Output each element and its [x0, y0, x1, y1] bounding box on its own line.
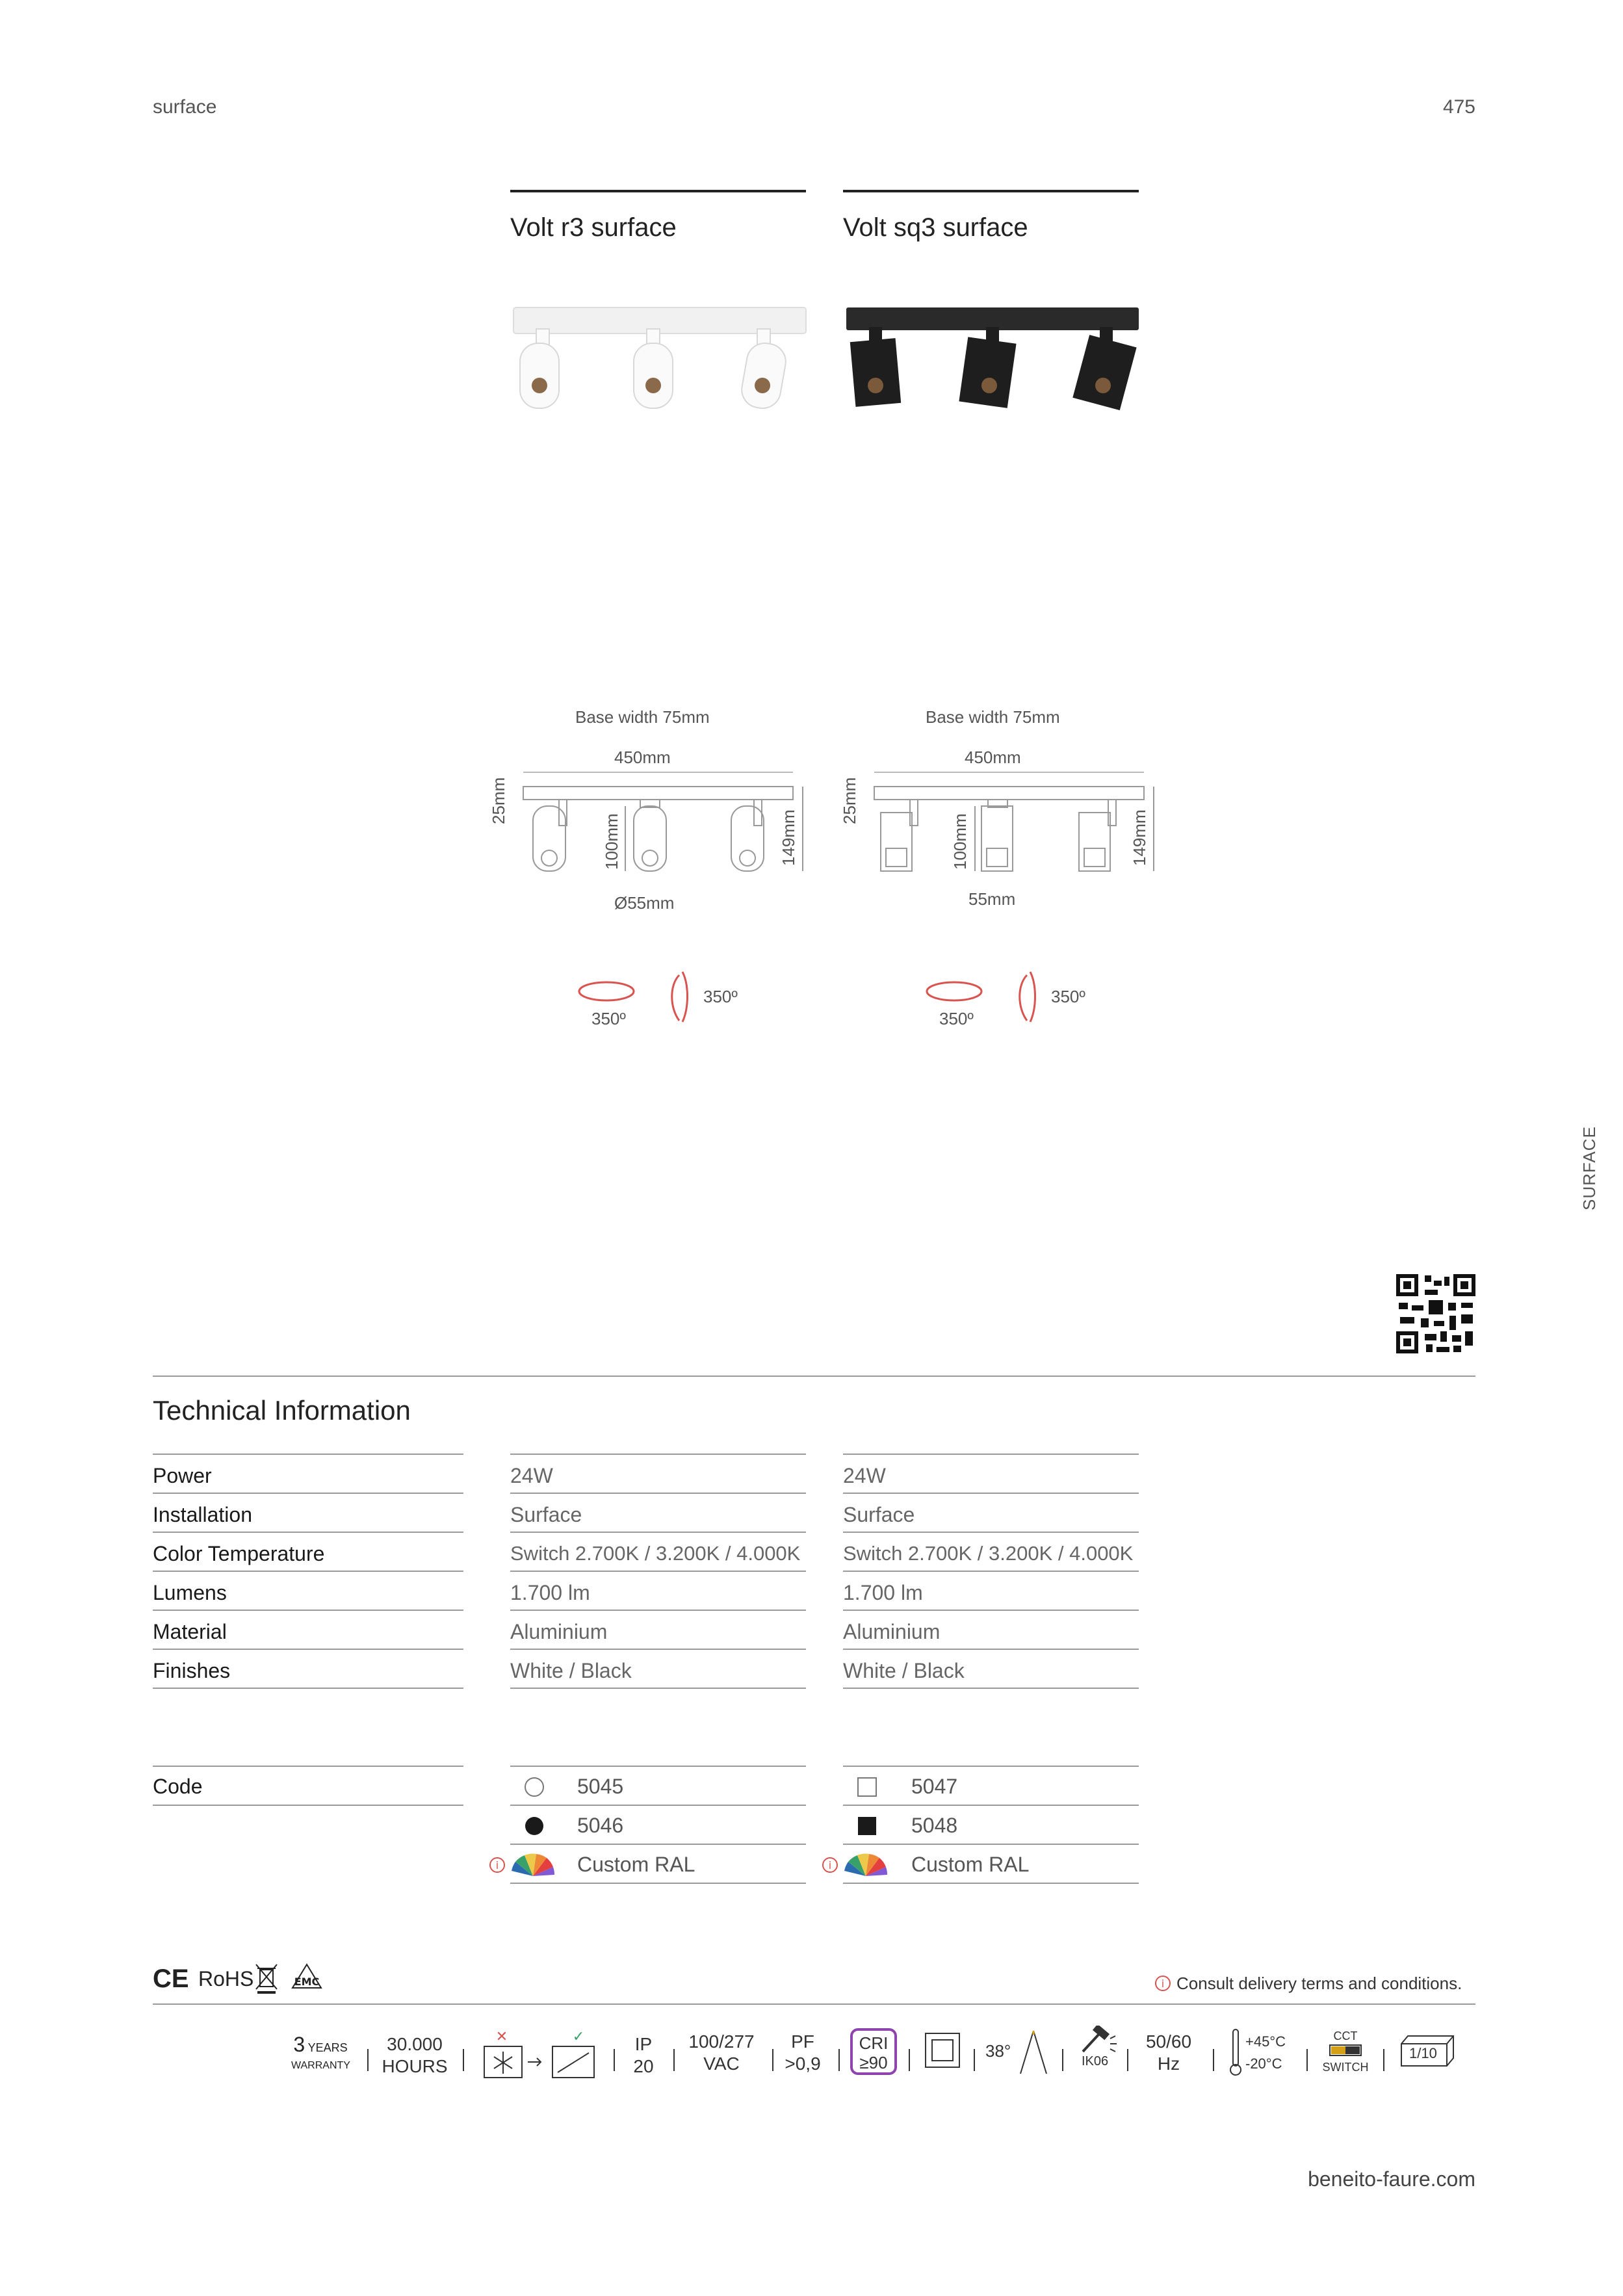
pf-label: PF: [791, 2031, 814, 2052]
thermometer-icon: [1228, 2028, 1243, 2078]
code-rule: [843, 1766, 1139, 1767]
code-5047[interactable]: 5047: [911, 1775, 958, 1798]
switch-toggle-icon: [1326, 2043, 1365, 2057]
title-rule-2: [843, 190, 1139, 192]
ip-value: 20: [633, 2056, 654, 2076]
code-rule: [153, 1805, 463, 1806]
tech-label-finishes: Finishes: [153, 1659, 231, 1682]
ik-rating: IK06: [1082, 2054, 1109, 2068]
height-base-1: 25mm: [489, 777, 508, 824]
tech-rule-col2: [843, 1454, 1139, 1455]
row-rule: [843, 1688, 1139, 1689]
temperature-block: [1245, 2031, 1286, 2075]
weee-bin-icon: [253, 1961, 279, 1994]
row-rule: [510, 1493, 806, 1494]
white-circle-swatch-icon: [523, 1776, 545, 1798]
tech-value-lumens-2: 1.700 lm: [843, 1581, 923, 1604]
rohs-mark: RoHS: [198, 1967, 254, 1990]
spec-divider: [1383, 2049, 1384, 2071]
product-image-sq3: [843, 304, 1142, 415]
rotation-h-2: 350º: [939, 1009, 974, 1028]
spec-divider: [614, 2049, 615, 2071]
temp-max: +45°C: [1245, 2033, 1286, 2050]
dimension-drawing-r3: [513, 767, 812, 884]
height-base-2: 25mm: [840, 777, 859, 824]
tech-value-power-1: 24W: [510, 1464, 553, 1487]
code-rule: [153, 1766, 463, 1767]
dimension-drawing-sq3: [864, 767, 1163, 884]
voltage-value: 100/277: [688, 2031, 755, 2052]
code-rule: [510, 1844, 806, 1845]
black-circle-swatch-icon: [523, 1815, 545, 1837]
tech-label-lumens: Lumens: [153, 1581, 227, 1604]
row-rule: [153, 1493, 463, 1494]
row-rule: [843, 1649, 1139, 1650]
base-width-1: Base width 75mm: [575, 707, 710, 727]
impact-hammer-icon: [1079, 2026, 1118, 2054]
spec-top-rule: [153, 2003, 1475, 2005]
code-rule: [510, 1883, 806, 1884]
section-label: surface: [153, 96, 217, 118]
height-total-2: 149mm: [1130, 809, 1149, 866]
tech-value-color-temperature-1: Switch 2.700K / 3.200K / 4.000K: [510, 1542, 801, 1565]
spec-divider: [673, 2049, 675, 2071]
hours-block: [376, 2033, 454, 2078]
code-rule: [843, 1805, 1139, 1806]
code-label: Code: [153, 1775, 203, 1798]
switch-label: SWITCH: [1322, 2061, 1369, 2074]
spec-divider: [463, 2049, 464, 2071]
tech-value-material-1: Aluminium: [510, 1620, 608, 1643]
ce-mark: CE: [153, 1964, 189, 1993]
package-quantity: 1/10: [1409, 2045, 1437, 2061]
code-rule: [843, 1844, 1139, 1845]
tech-top-rule: [153, 1376, 1475, 1377]
beam-angle: 38°: [985, 2041, 1011, 2061]
frequency-block: [1136, 2031, 1201, 2075]
side-tab: SURFACE: [1579, 1126, 1599, 1210]
ip-label: IP: [634, 2034, 653, 2054]
frequency-value: 50/60: [1145, 2031, 1192, 2052]
row-rule: [153, 1649, 463, 1650]
rotation-h-1: 350º: [591, 1009, 626, 1028]
emc-mark-icon: [289, 1962, 325, 1993]
code-5045[interactable]: 5045: [577, 1775, 624, 1798]
hours-number: 30.000: [387, 2034, 443, 2054]
cri-value: ≥90: [859, 2053, 888, 2072]
qr-code[interactable]: [1396, 1274, 1475, 1353]
code-rule: [510, 1766, 806, 1767]
spec-divider: [909, 2049, 910, 2071]
info-icon[interactable]: [822, 1857, 838, 1873]
product-title-1: Volt r3 surface: [510, 213, 677, 242]
spec-divider: [1213, 2049, 1214, 2071]
custom-ral-2[interactable]: Custom RAL: [911, 1853, 1030, 1876]
tech-value-lumens-1: 1.700 lm: [510, 1581, 590, 1604]
row-rule: [510, 1688, 806, 1689]
spec-divider: [838, 2049, 840, 2071]
head-size-2: 55mm: [968, 889, 1016, 909]
tech-label-installation: Installation: [153, 1503, 252, 1526]
cct-switch-block: [1319, 2029, 1371, 2074]
row-rule: [843, 1532, 1139, 1533]
tech-value-color-temperature-2: Switch 2.700K / 3.200K / 4.000K: [843, 1542, 1134, 1565]
cct-label: CCT: [1333, 2029, 1358, 2042]
frequency-unit: Hz: [1157, 2054, 1180, 2074]
tech-rule-col1: [510, 1454, 806, 1455]
row-rule: [153, 1571, 463, 1572]
website-link[interactable]: beneito-faure.com: [1308, 2167, 1475, 2191]
warranty-word: WARRANTY: [291, 2060, 350, 2071]
temp-min: -20°C: [1245, 2055, 1282, 2072]
rotation-v-2: 350º: [1051, 987, 1085, 1006]
hours-word: HOURS: [382, 2056, 448, 2076]
consult-note: Consult delivery terms and conditions.: [1176, 1974, 1462, 1993]
tech-value-finishes-2: White / Black: [843, 1659, 965, 1682]
info-icon[interactable]: [1154, 1975, 1171, 1992]
length-2: 450mm: [965, 748, 1021, 767]
product-title-2: Volt sq3 surface: [843, 213, 1028, 242]
row-rule: [153, 1610, 463, 1611]
row-rule: [153, 1688, 463, 1689]
row-rule: [843, 1571, 1139, 1572]
row-rule: [153, 1532, 463, 1533]
tech-title: Technical Information: [153, 1395, 411, 1426]
tech-value-installation-1: Surface: [510, 1503, 582, 1526]
head-size-1: Ø55mm: [614, 893, 675, 913]
spec-divider: [974, 2049, 975, 2071]
svg-text:✓: ✓: [572, 2031, 585, 2045]
tech-value-installation-2: Surface: [843, 1503, 915, 1526]
black-square-swatch-icon: [856, 1815, 878, 1837]
voltage-block: [682, 2031, 760, 2075]
spec-divider: [1306, 2049, 1308, 2071]
class-ii-insulation-icon: [923, 2031, 962, 2070]
ip-block: [624, 2033, 663, 2078]
ral-fan-icon: [510, 1851, 556, 1877]
height-head-1: 100mm: [602, 813, 621, 870]
row-rule: [510, 1571, 806, 1572]
spec-divider: [1127, 2049, 1128, 2071]
tech-rule-label: [153, 1454, 463, 1455]
page-number: 475: [1442, 96, 1475, 118]
custom-ral-1[interactable]: Custom RAL: [577, 1853, 695, 1876]
code-5046[interactable]: 5046: [577, 1814, 624, 1837]
row-rule: [510, 1649, 806, 1650]
pf-value: >0,9: [785, 2054, 821, 2074]
tech-label-power: Power: [153, 1464, 212, 1487]
cri-label: CRI: [859, 2033, 889, 2053]
product-image-r3: [510, 304, 809, 415]
spec-divider: [772, 2049, 773, 2071]
spec-divider: [367, 2049, 369, 2071]
tech-value-power-2: 24W: [843, 1464, 886, 1487]
length-1: 450mm: [614, 748, 671, 767]
svg-text:EMC: EMC: [294, 1976, 320, 1988]
cri-badge: [850, 2028, 897, 2075]
row-rule: [510, 1610, 806, 1611]
tech-label-material: Material: [153, 1620, 227, 1643]
code-rule: [843, 1883, 1139, 1884]
no-direct-insulation-icon: [481, 2031, 598, 2083]
warranty-years: YEARS: [307, 2041, 348, 2054]
warranty-number: 3: [293, 2033, 305, 2056]
svg-text:✕: ✕: [495, 2031, 508, 2045]
beam-angle-icon: [1018, 2028, 1049, 2076]
row-rule: [843, 1493, 1139, 1494]
ral-fan-icon: [843, 1851, 889, 1877]
tech-value-material-2: Aluminium: [843, 1620, 941, 1643]
height-head-2: 100mm: [950, 813, 970, 870]
pf-block: [780, 2031, 825, 2075]
title-rule-1: [510, 190, 806, 192]
voltage-unit: VAC: [703, 2054, 740, 2074]
svg-text:i: i: [828, 1859, 832, 1872]
row-rule: [843, 1610, 1139, 1611]
height-total-1: 149mm: [779, 809, 798, 866]
info-icon[interactable]: [489, 1857, 506, 1873]
tech-label-color-temperature: Color Temperature: [153, 1542, 325, 1565]
spec-divider: [1062, 2049, 1063, 2071]
tech-value-finishes-1: White / Black: [510, 1659, 632, 1682]
row-rule: [510, 1532, 806, 1533]
warranty-block: [291, 2033, 350, 2072]
code-rule: [510, 1805, 806, 1806]
svg-text:i: i: [495, 1859, 499, 1872]
code-5048[interactable]: 5048: [911, 1814, 958, 1837]
svg-text:i: i: [1161, 1977, 1165, 1990]
white-square-swatch-icon: [856, 1776, 878, 1798]
base-width-2: Base width 75mm: [926, 707, 1060, 727]
rotation-v-1: 350º: [703, 987, 738, 1006]
